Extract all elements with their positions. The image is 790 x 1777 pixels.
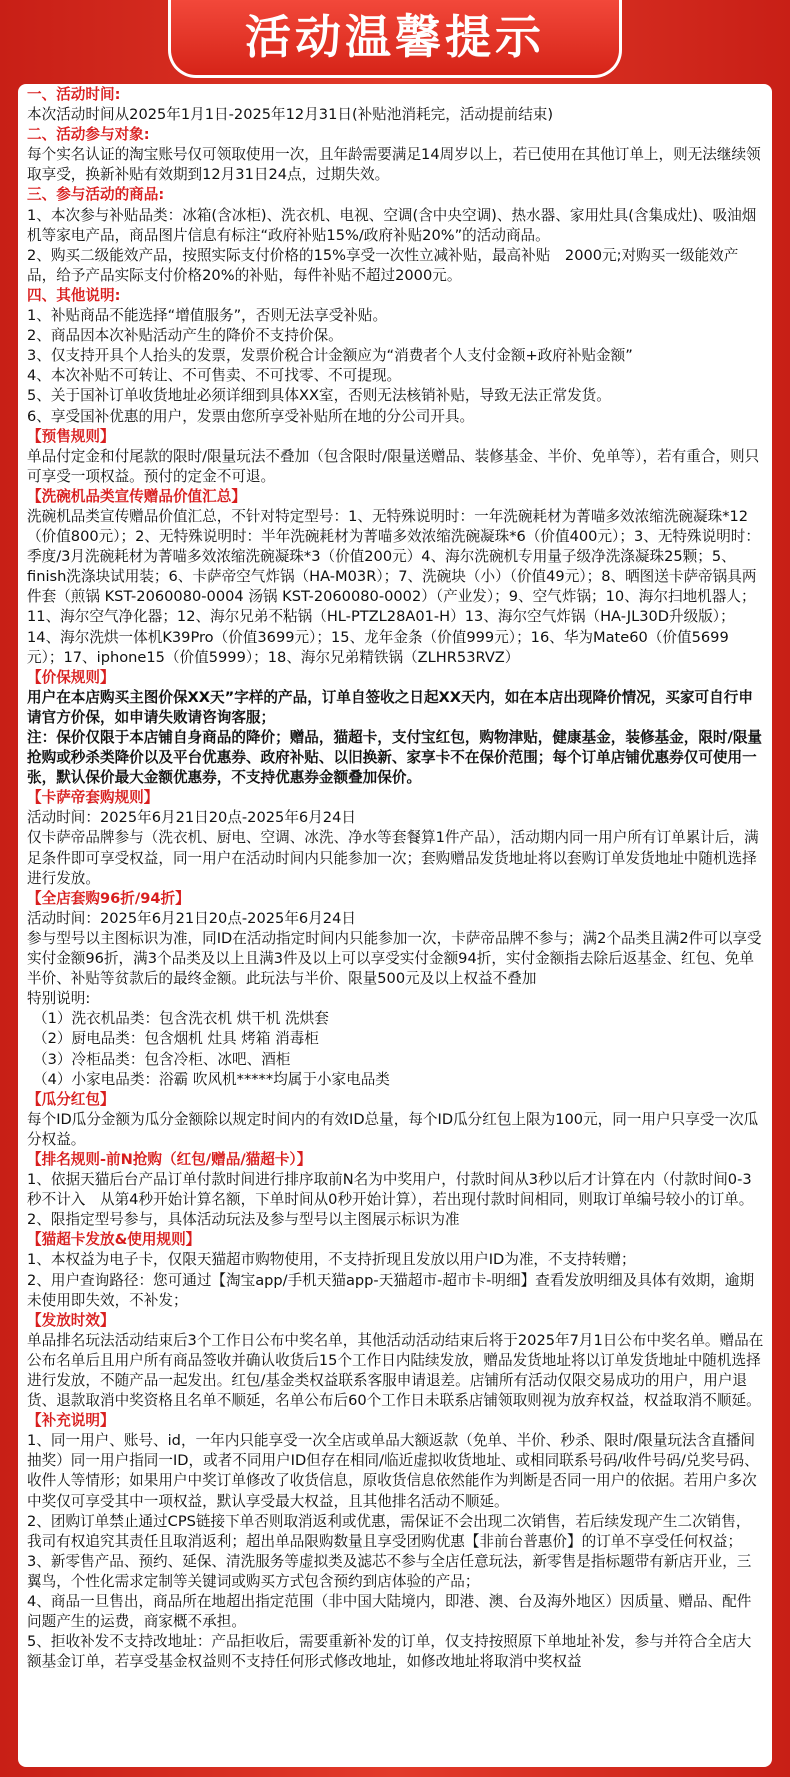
title-banner (168, 0, 622, 78)
paragraph: 每个ID瓜分金额为瓜分金额除以规定时间内的有效ID总量，每个ID瓜分红包上限为100元，同一用户只享受一次瓜分权益。 (27, 1110, 759, 1148)
paragraph: 4、商品一旦售出，商品所在地超出指定范围（非中国大陆境内，即港、澳、台及海外地区）因质量、赠品、配件问题产生的运费，商家概不承担。 (27, 1593, 752, 1631)
paragraph: 2、购买二级能效产品，按照实际支付价格的15%享受一次性立减补贴，最高补贴 2000元;对购买一级能效产品，给予产品实际支付价格20%的补贴，每件补贴不超过2000元。 (27, 246, 739, 284)
rule-tag-heading: 【排名规则-前N抢购（红包/赠品/猫超卡）】 (27, 1150, 312, 1168)
rule-tag-heading: 【价保规则】 (27, 668, 115, 686)
list-item: （2）厨电品类：包含烟机 灶具 烤箱 消毒柜 (33, 1030, 319, 1048)
paragraph: 4、本次补贴不可转让、不可售卖、不可找零、不可提现。 (27, 367, 402, 385)
list-item: （1）洗衣机品类：包含洗衣机 烘干机 洗烘套 (33, 1010, 329, 1028)
paragraph: 单品付定金和付尾款的限时/限量玩法不叠加（包含限时/限量送赠品、装修基金、半价、免单等），若有重合，则只可享受一项权益。预付的定金不可退。 (27, 447, 760, 485)
list-item: （3）冷柜品类：包含冷柜、冰吧、酒柜 (33, 1050, 291, 1068)
section-heading: 一、活动时间: (27, 86, 121, 103)
paragraph: 3、新零售产品、预约、延保、清洗服务等虚拟类及滤芯不参与全店任意玩法，新零售是指标题带有新店开业，三翼鸟，个性化需求定制等关键词或购买方式包含预约到店体验的产品； (27, 1552, 752, 1590)
rule-tag-heading: 【全店套购96折/94折】 (27, 889, 190, 907)
paragraph: 单品排名玩法活动结束后3个工作日公布中奖名单，其他活动活动结束后将于2025年7月1日公布中奖名单。赠品在公布名单后且用户所有商品签收并确认收货后15个工作日内陆续发放，赠品发货地址将以订单发货地址中随机选择进行发放，不随产品一起发出。红包/基金类权益联系客服申请退差。店铺所有活动仅限交易成功的用户，用户退货、退款取消中奖资格且名单不顺延，名单公布后60个工作日未联系店铺领取则视为放弃权益，权益取消不顺延。 (27, 1331, 764, 1410)
paragraph: 2、限指定型号参与，具体活动玩法及参与型号以主图展示标识为准 (27, 1211, 460, 1229)
paragraph: 本次活动时间从2025年1月1日-2025年12月31日(补贴池消耗完，活动提前结束) (27, 106, 554, 124)
paragraph: 3、仅支持开具个人抬头的发票，发票价税合计金额应为“消费者个人支付金额+政府补贴金额” (27, 347, 633, 365)
paragraph: 2、用户查询路径：您可通过【淘宝app/手机天猫app-天猫超市-超市卡-明细】查看发放明细及具体有效期，逾期未使用即失效，不补发； (27, 1271, 755, 1309)
paragraph: 1、同一用户、账号、id，一年内只能享受一次全店或单品大额返款（免单、半价、秒杀、限时/限量玩法含直播间抽奖）同一用户指同一ID，或者不同用户ID但存在相同/临近虚拟收货地址、或相同联系号码/收件号码/兑奖号码、收件人等情形；如果用户中奖订单修改了收货信息，原收货信息依然能作为判断是否同一用户的依据。若用户多次中奖仅可享受其中一项权益，默认享受最大权益，且其他排名活动不顺延。 (27, 1432, 759, 1510)
paragraph: 参与型号以主图标识为准，同ID在活动指定时间内只能参加一次，卡萨帝品牌不参与；满2个品类且满2件可以享受实付金额96折，满3个品类及以上且满3件及以上可以享受实付金额94折，实付金额指去除后返基金、红包、免单半价、补贴等贫款后的最终金额。此玩法与半价、限量500元及以上权益不叠加 (27, 929, 762, 988)
rule-tag-heading: 【卡萨帝套购规则】 (27, 789, 159, 807)
rule-tag-heading: 【预售规则】 (27, 427, 115, 445)
paragraph: 1、本权益为电子卡，仅限天猫超市购物使用，不支持折现且发放以用户ID为准，不支持转赠； (27, 1251, 636, 1269)
rule-tag-heading: 【补充说明】 (27, 1412, 115, 1430)
paragraph: 1、本次参与补贴品类：冰箱(含冰柜)、洗衣机、电视、空调(含中央空调)、热水器、家用灶具(含集成灶)、吸油烟机等家电产品，商品图片信息有标注“政府补贴15%/政府补贴20%”的活动商品。 (27, 206, 757, 244)
paragraph: 6、享受国补优惠的用户，发票由您所享受补贴所在地的分公司开具。 (27, 407, 475, 425)
paragraph: 仅卡萨帝品牌参与（洗衣机、厨电、空调、冰洗、净水等套餐算1件产品），活动期内同一用户所有订单累计后，满足条件即可享受权益，同一用户在活动时间内只能参加一次；套购赠品发货地址将以套购订单发货地址中随机选择进行发放。 (27, 829, 759, 887)
paragraph: 2、团购订单禁止通过CPS链接下单否则取消返利或优惠，需保证不会出现二次销售，若后续发现产生二次销售，我司有权追究其责任且取消返利；超出单品限购数量且享受团购优惠【非前台普惠价】的订单不享受任何权益； (27, 1512, 751, 1550)
paragraph: 活动时间：2025年6月21日20点-2025年6月24日 (27, 809, 356, 827)
bold-paragraph: 用户在本店购买主图价保XX天”字样的产品，订单自签收之日起XX天内，如在本店出现降价情况，买家可自行申请官方价保，如申请失败请咨询客服； (27, 688, 753, 726)
section-heading: 四、其他说明: (27, 286, 121, 304)
paragraph: 洗碗机品类宣传赠品价值汇总，不针对特定型号：1、无特殊说明时：一年洗碗耗材为菁喵多效浓缩洗碗凝珠*12（价值800元）；2、无特殊说明时：半年洗碗耗材为菁喵多效浓缩洗碗凝珠*6（价值400元）；3、无特殊说明时：季度/3月洗碗耗材为菁喵多效浓缩洗碗凝珠*3（价值200元）4、海尔洗碗机专用量子级净洗涤凝珠25颗；5、finish洗涤块试用装；6、卡萨帝空气炸锅（HA-M03R）；7、洗碗块（小）（价值49元）；8、晒图送卡萨帝锅具两件套（煎锅 KST-2060080-0004 汤锅 KST-2060080-0002）（产业发）；9、空气炸锅；10、海尔扫地机器人；11、海尔空气净化器；12、海尔兄弟不粘锅（HL-PTZL28A01-H）13、海尔空气炸锅（HA-JL30D升级版）；14、海尔洗烘一体机K39Pro（价值3699元）；15、龙年金条（价值999元）；16、华为Mate60（价值5699元）；17、iphone15（价值5999）；18、海尔兄弟精铁锅（ZLHR53RVZ） (27, 507, 760, 666)
bold-paragraph: 注：保价仅限于本店铺自身商品的降价；赠品，猫超卡，支付宝红包，购物津贴，健康基金，装修基金，限时/限量抢购或秒杀类降价以及平台优惠券、政府补贴、以旧换新、家享卡不在保价范围；每个订单店铺优惠券仅可使用一张，默认保价最大金额优惠券，不支持优惠券金额叠加保价。 (27, 729, 763, 787)
paragraph: 5、关于国补订单收货地址必须详细到具体XX室，否则无法核销补贴，导致无法正常发货。 (27, 387, 611, 405)
paragraph: 5、拒收补发不支持改地址：产品拒收后，需要重新补发的订单，仅支持按照原下单地址补发，参与并符合全店大额基金订单，若享受基金权益则不支持任何形式修改地址，如修改地址将取消中奖权益 (27, 1633, 752, 1671)
page-title: 活动温馨提示 (245, 10, 545, 64)
paragraph: 活动时间：2025年6月21日20点-2025年6月24日 (27, 909, 356, 927)
notice-panel (18, 84, 772, 1767)
paragraph: 1、补贴商品不能选择“增值服务”，否则无法享受补贴。 (27, 307, 388, 325)
paragraph: 每个实名认证的淘宝账号仅可领取使用一次，且年龄需要满足14周岁以上，若已使用在其他订单上，则无法继续领取享受，换新补贴有效期到12月31日24点，过期失效。 (27, 146, 761, 184)
notice-content (27, 85, 764, 1672)
list-item: （4）小家电品类：浴霸 吹风机*****均属于小家电品类 (33, 1070, 390, 1088)
paragraph: 2、商品因本次补贴活动产生的降价不支持价保。 (27, 327, 343, 345)
section-heading: 三、参与活动的商品: (27, 186, 165, 204)
rule-tag-heading: 【瓜分红包】 (27, 1090, 115, 1108)
paragraph: 特别说明: (27, 990, 91, 1008)
rule-tag-heading: 【猫超卡发放&使用规则】 (27, 1231, 201, 1249)
rule-tag-heading: 【洗碗机品类宣传赠品价值汇总】 (27, 487, 246, 505)
paragraph: 1、依据天猫后台产品订单付款时间进行排序取前N名为中奖用户，付款时间从3秒以后才计算在内（付款时间0-3秒不计入 从第4秒开始计算名额，下单时间从0秒开始计算），若出现付款时间相同，则取订单编号较小的订单。 (27, 1171, 754, 1209)
section-heading: 二、活动参与对象: (27, 126, 150, 144)
rule-tag-heading: 【发放时效】 (27, 1311, 115, 1329)
